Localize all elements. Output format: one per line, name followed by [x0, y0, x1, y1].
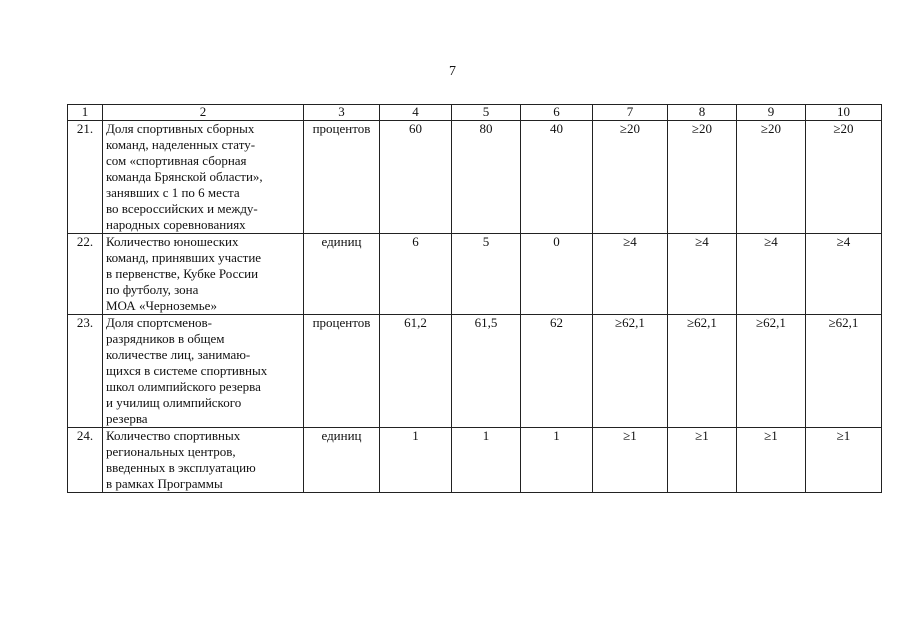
header-cell: 5 [452, 105, 521, 121]
value-cell: 60 [380, 121, 452, 234]
row-number: 21. [68, 121, 103, 234]
value-cell: ≥62,1 [737, 315, 806, 428]
name-line: занявших с 1 по 6 места [106, 185, 240, 200]
value-cell: 40 [521, 121, 593, 234]
name-line: щихся в системе спортивных [106, 363, 268, 378]
value-cell: 6 [380, 234, 452, 315]
name-line: количестве лиц, занимаю- [106, 347, 251, 362]
name-line: народных соревнованиях [106, 217, 246, 232]
name-line: по футболу, зона [106, 282, 199, 297]
indicator-name [103, 234, 304, 315]
unit-cell: процентов [304, 315, 380, 428]
name-line: Доля спортивных сборных [106, 121, 255, 136]
name-line: Количество спортивных [106, 428, 241, 443]
name-line: во всероссийских и между- [106, 201, 258, 216]
header-cell: 10 [806, 105, 882, 121]
header-cell: 3 [304, 105, 380, 121]
name-line: введенных в эксплуатацию [106, 460, 256, 475]
name-line: команд, принявших участие [106, 250, 262, 265]
header-cell: 4 [380, 105, 452, 121]
value-cell: ≥1 [737, 428, 806, 493]
value-cell: ≥20 [668, 121, 737, 234]
table-row [68, 315, 882, 428]
name-line: МОА «Черноземье» [106, 298, 217, 313]
header-row [68, 105, 882, 121]
value-cell: 0 [521, 234, 593, 315]
unit-cell: единиц [304, 234, 380, 315]
value-cell: 5 [452, 234, 521, 315]
value-cell: 80 [452, 121, 521, 234]
value-cell: ≥1 [806, 428, 882, 493]
name-line: команд, наделенных стату- [106, 137, 256, 152]
name-line: региональных центров, [106, 444, 236, 459]
value-cell: ≥20 [806, 121, 882, 234]
header-cell: 1 [68, 105, 103, 121]
row-number: 22. [68, 234, 103, 315]
indicators-table [67, 104, 882, 493]
indicator-name [103, 121, 304, 234]
indicator-name [103, 428, 304, 493]
table-row [68, 121, 882, 234]
value-cell: ≥1 [668, 428, 737, 493]
row-number: 24. [68, 428, 103, 493]
value-cell: 1 [380, 428, 452, 493]
name-line: Количество юношеских [106, 234, 239, 249]
header-cell: 7 [593, 105, 668, 121]
value-cell: ≥4 [668, 234, 737, 315]
value-cell: ≥4 [806, 234, 882, 315]
header-cell: 6 [521, 105, 593, 121]
page-number: 7 [449, 64, 456, 79]
value-cell: ≥62,1 [806, 315, 882, 428]
value-cell: ≥4 [737, 234, 806, 315]
table-row [68, 428, 882, 493]
value-cell: ≥1 [593, 428, 668, 493]
name-line: в первенстве, Кубке России [106, 266, 259, 281]
header-cell: 9 [737, 105, 806, 121]
value-cell: ≥4 [593, 234, 668, 315]
table-row [68, 234, 882, 315]
header-cell: 2 [103, 105, 304, 121]
name-line: команда Брянской области», [106, 169, 263, 184]
name-line: Доля спортсменов- [106, 315, 212, 330]
name-line: сом «спортивная сборная [106, 153, 247, 168]
name-line: разрядников в общем [106, 331, 225, 346]
value-cell: 62 [521, 315, 593, 428]
value-cell: ≥62,1 [593, 315, 668, 428]
value-cell: 61,5 [452, 315, 521, 428]
name-line: и училищ олимпийского [106, 395, 242, 410]
name-line: резерва [106, 411, 148, 426]
row-number: 23. [68, 315, 103, 428]
unit-cell: единиц [304, 428, 380, 493]
name-line: школ олимпийского резерва [106, 379, 261, 394]
value-cell: ≥20 [593, 121, 668, 234]
value-cell: ≥62,1 [668, 315, 737, 428]
value-cell: ≥20 [737, 121, 806, 234]
value-cell: 1 [452, 428, 521, 493]
indicator-name [103, 315, 304, 428]
value-cell: 61,2 [380, 315, 452, 428]
header-cell: 8 [668, 105, 737, 121]
unit-cell: процентов [304, 121, 380, 234]
value-cell: 1 [521, 428, 593, 493]
name-line: в рамках Программы [106, 476, 223, 491]
